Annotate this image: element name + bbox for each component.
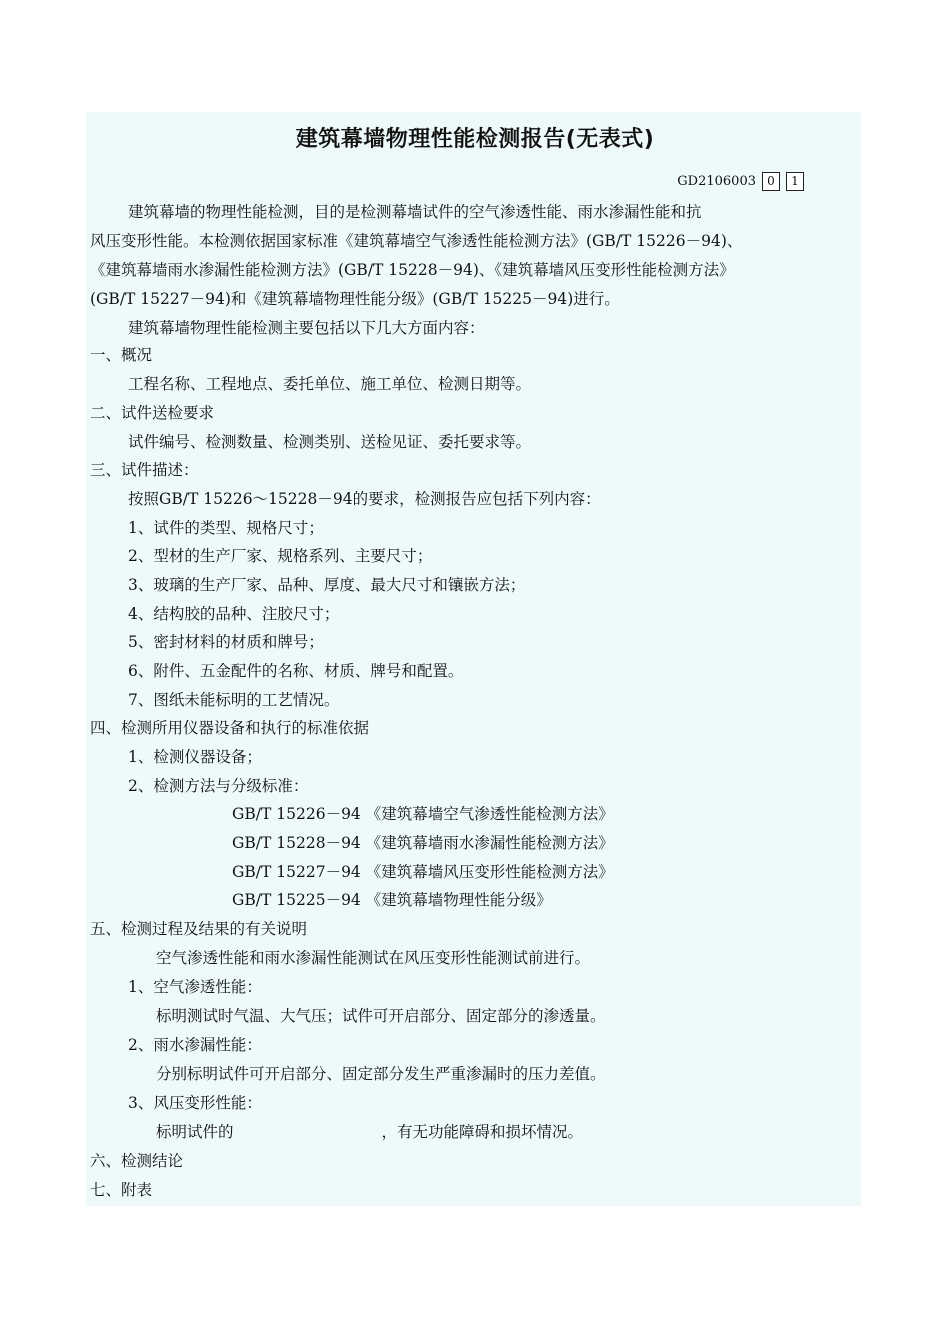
standard-reference: GB/T 15227－94 《建筑幕墙风压变形性能检测方法》: [232, 863, 614, 881]
intro-paragraph-line: 《建筑幕墙雨水渗漏性能检测方法》(GB/T 15228－94)、《建筑幕墙风压变形性能检测方法》: [90, 261, 735, 279]
list-item: 1、检测仪器设备；: [128, 748, 262, 766]
intro-paragraph-line: 建筑幕墙物理性能检测主要包括以下几大方面内容：: [128, 319, 485, 337]
subsection-title: 1、空气渗透性能：: [128, 978, 262, 996]
section-text: 工程名称、工程地点、委托单位、施工单位、检测日期等。: [128, 375, 532, 393]
list-item: 7、图纸未能标明的工艺情况。: [128, 691, 340, 709]
intro-paragraph-line: 风压变形性能。本检测依据国家标准《建筑幕墙空气渗透性能检测方法》(GB/T 15226－94)、: [90, 232, 743, 250]
section-heading: 三、试件描述：: [90, 461, 199, 479]
section-heading: 五、检测过程及结果的有关说明: [90, 920, 308, 938]
document-code-text: GD2106003: [677, 173, 756, 189]
code-box: 1: [786, 172, 804, 191]
section-heading: 一、概况: [90, 346, 153, 364]
section-heading: 二、试件送检要求: [90, 404, 215, 422]
subsection-title: 2、雨水渗漏性能：: [128, 1036, 262, 1054]
section-text: 试件编号、检测数量、检测类别、送检见证、委托要求等。: [128, 433, 532, 451]
standard-reference: GB/T 15228－94 《建筑幕墙雨水渗漏性能检测方法》: [232, 834, 614, 852]
section-heading: 七、附表: [90, 1181, 153, 1199]
section-text: 标明测试时气温、大气压；试件可开启部分、固定部分的渗透量。: [156, 1007, 606, 1025]
section-text: 按照GB/T 15226～15228－94的要求，检测报告应包括下列内容：: [128, 490, 601, 508]
list-item: 1、试件的类型、规格尺寸；: [128, 519, 324, 537]
section-text-part: ，有无功能障碍和损坏情况。: [381, 1123, 584, 1141]
subsection-title: 3、风压变形性能：: [128, 1094, 262, 1112]
list-item: 4、结构胶的品种、注胶尺寸；: [128, 605, 340, 623]
list-item: 5、密封材料的材质和牌号；: [128, 633, 324, 651]
section-text: 空气渗透性能和雨水渗漏性能测试在风压变形性能测试前进行。: [156, 949, 591, 967]
section-heading: 六、检测结论: [90, 1152, 184, 1170]
document-code: [677, 170, 804, 192]
list-item: 6、附件、五金配件的名称、材质、牌号和配置。: [128, 662, 464, 680]
standard-reference: GB/T 15225－94 《建筑幕墙物理性能分级》: [232, 891, 552, 909]
list-item: 2、检测方法与分级标准：: [128, 777, 309, 795]
section-text-part: 标明试件的: [156, 1123, 234, 1141]
intro-paragraph-line: 建筑幕墙的物理性能检测，目的是检测幕墙试件的空气渗透性能、雨水渗漏性能和抗: [128, 203, 702, 221]
list-item: 3、玻璃的生产厂家、品种、厚度、最大尺寸和镶嵌方法；: [128, 576, 526, 594]
section-text: 分别标明试件可开启部分、固定部分发生严重渗漏时的压力差值。: [156, 1065, 606, 1083]
section-heading: 四、检测所用仪器设备和执行的标准依据: [90, 719, 370, 737]
intro-paragraph-line: (GB/T 15227－94)和《建筑幕墙物理性能分级》(GB/T 15225－94)进行。: [90, 290, 620, 308]
list-item: 2、型材的生产厂家、规格系列、主要尺寸；: [128, 547, 433, 565]
section-text: [156, 1118, 583, 1147]
code-box: 0: [762, 172, 780, 191]
page-title: 建筑幕墙物理性能检测报告(无表式): [295, 127, 655, 152]
standard-reference: GB/T 15226－94 《建筑幕墙空气渗透性能检测方法》: [232, 805, 614, 823]
